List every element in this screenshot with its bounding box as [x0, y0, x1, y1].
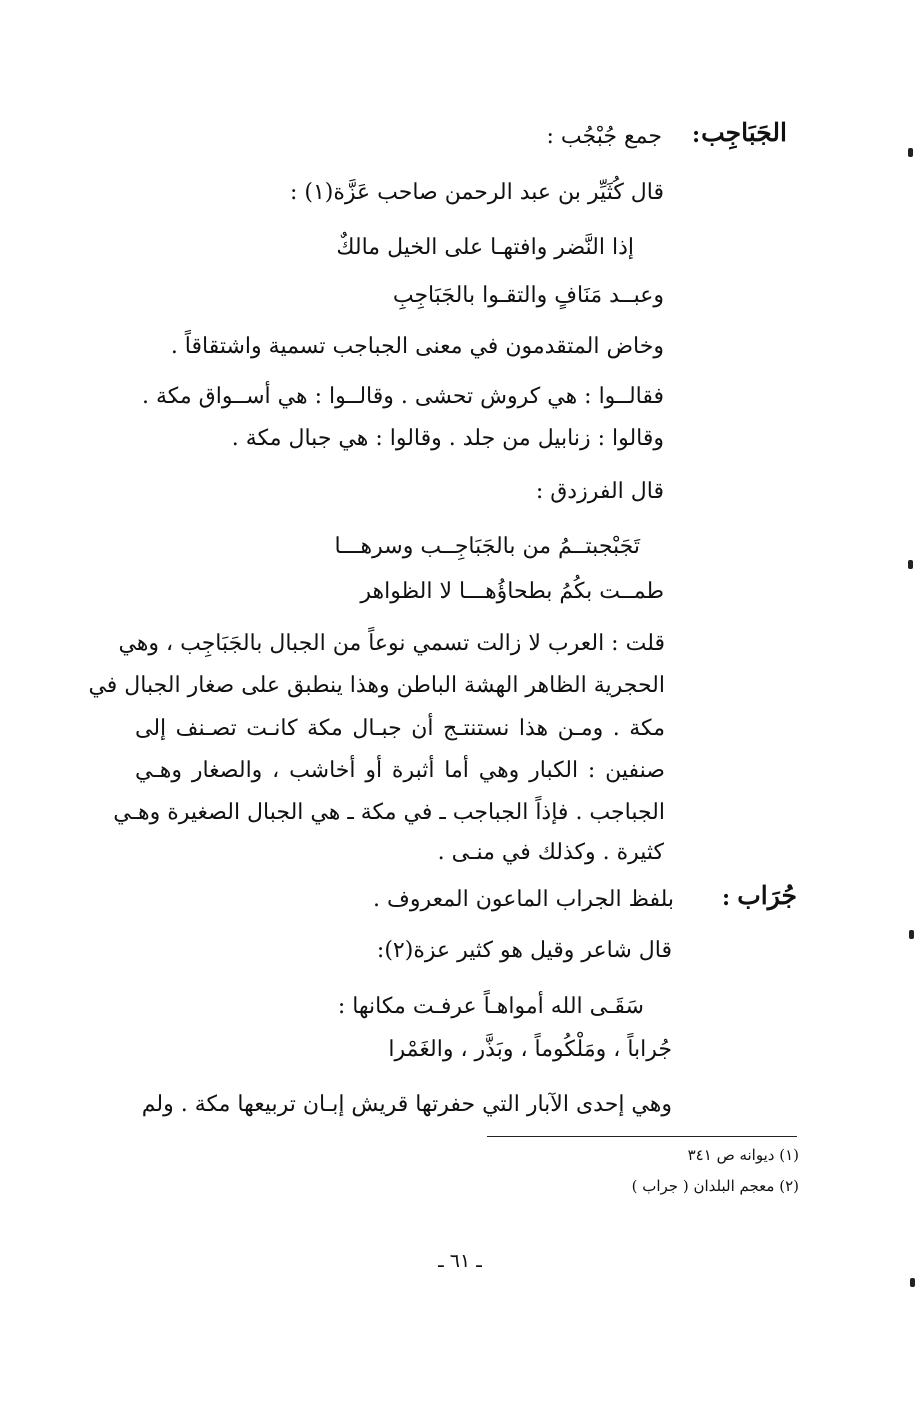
entry-colon: :	[722, 885, 731, 911]
text-line: وهي إحدى الآبار التي حفرتها قريش إبـان تربيعها مكة . ولم	[141, 1092, 672, 1117]
verse-line: إذا النَّضر وافتهـا على الخيل مالكٌ	[336, 235, 634, 260]
paragraph-line: كثيرة . وكذلك في منـى .	[437, 840, 664, 865]
footnote-separator	[487, 1136, 797, 1137]
entry-headword: جُرَاب	[737, 881, 797, 910]
footnote: (١) ديوانه ص ٣٤١	[687, 1146, 799, 1164]
page-number: ـ ٦١ ـ	[438, 1250, 482, 1272]
verse-line: تَجَبْجبتــمُ من بالجَبَاجِــب وسرهـــا	[334, 534, 640, 559]
scan-edge-mark	[910, 1278, 915, 1287]
text-line: وقالوا : زنابيل من جلد . وقالوا : هي جبال مكة .	[231, 426, 664, 451]
text-line: وخاض المتقدمون في معنى الجباجب تسمية واشتقاقاً .	[170, 334, 664, 359]
text-line: قال الفرزدق :	[535, 479, 664, 504]
paragraph-line: قلت : العرب لا زالت تسمي نوعاً من الجبال بالجَبَاجِب ، وهي	[118, 631, 665, 656]
paragraph-line: صنفين : الكبار وهي أما أثبرة أو أخاشب ، والصغار وهـي	[135, 758, 665, 783]
paragraph-line: الحجرية الظاهر الهشة الباطن وهذا ينطبق على صغار الجبال في	[88, 673, 665, 698]
paragraph-line: الجباجب . فإذاً الجباجب ـ في مكة ـ هي الجبال الصغيرة وهـي	[113, 800, 665, 825]
paragraph-line: مكة . ومـن هذا نستنتـج أن جبـال مكة كانـت تصـنف إلى	[135, 716, 665, 741]
entry-headword: الجَبَاجِب	[701, 118, 787, 147]
text-line: فقالــوا : هي كروش تحشى . وقالــوا : هي أســواق مكة .	[141, 384, 664, 409]
entry-definition: جمع جُبْجُب :	[546, 124, 662, 149]
text-line: قال شاعر وقيل هو كثير عزة(٢):	[376, 938, 672, 963]
verse-line: سَقَـى الله أمواهـاً عرفـت مكانها :	[337, 994, 644, 1019]
entry-colon: :	[692, 122, 701, 148]
scan-edge-mark	[909, 930, 914, 939]
footnote: (٢) معجم البلدان ( جراب )	[631, 1177, 799, 1195]
verse-line: طمــت بكُمُ بطحاؤُهـــا لا الظواهر	[360, 579, 664, 604]
scan-edge-mark	[908, 560, 913, 569]
verse-line: وعبــد مَنَافٍ والتقـوا بالجَبَاجِبِ	[392, 283, 664, 308]
scan-edge-mark	[908, 148, 913, 157]
entry-definition: بلفظ الجراب الماعون المعروف .	[373, 887, 674, 912]
verse-line: جُراباً ، ومَلْكُوماً ، وبَذَّر ، والغَمْرا	[388, 1037, 672, 1062]
text-line: قال كُثَيِّر بن عبد الرحمن صاحب عَزَّة(١) :	[289, 180, 664, 205]
